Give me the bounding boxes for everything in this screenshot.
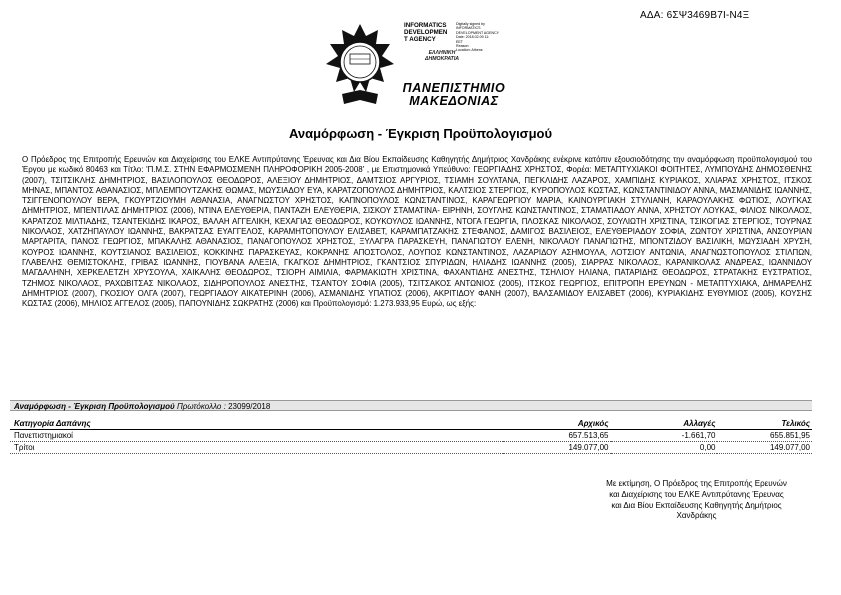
budget-table [10, 418, 812, 454]
protocol-title: Αναμόρφωση - Έγκριση Προϋπολογισμού [14, 402, 175, 411]
signature-line: και Διαχείρισης του ΕΛΚΕ Αντιπρύτανης Έρευνας [609, 489, 784, 499]
cell-changes: 0,00 [611, 442, 718, 454]
signature-block [584, 479, 809, 522]
signature-line: Χανδράκης [676, 511, 717, 521]
logo-informatics-text: INFORMATICS DEVELOPMEN T AGENCY [404, 22, 448, 43]
cell-category: Πανεπιστημιακοί [10, 430, 503, 442]
ada-code: ΑΔΑ: 6ΣΨ3469Β7Ι-Ν4Ξ [640, 10, 750, 21]
logo-greek-democracy: ΕΛΛΗΝΙΚΗ ΔΗΜΟΚΡΑΤΙΑ [424, 50, 460, 62]
protocol-number: 23099/2018 [228, 402, 271, 411]
cell-final: 149.077,00 [717, 442, 812, 454]
cell-category: Τρίτοι [10, 442, 503, 454]
signature-line: Με εκτίμηση, Ο Πρόεδρος της Επιτροπής Ερευνών [606, 479, 787, 488]
cell-initial: 149.077,00 [503, 442, 610, 454]
document-title: Αναμόρφωση - Έγκριση Προϋπολογισμού [288, 126, 553, 141]
header-category: Κατηγορία Δαπάνης [14, 419, 91, 428]
header-final: Τελικός [781, 419, 810, 428]
digital-signature-text: Digitally signed by INFORMATICS DEVELOPMENT AGENCY Date: 2018.02.09 11: EET Reason: Location: Athens [456, 22, 500, 53]
protocol-bar [10, 400, 812, 411]
protocol-label: Πρωτόκολλο : [176, 402, 226, 411]
cell-final: 655.851,95 [717, 430, 812, 442]
table-row [10, 442, 812, 454]
cell-initial: 657.513,65 [503, 430, 610, 442]
university-name: ΠΑΝΕΠΙΣΤΗΜΙΟ ΜΑΚΕΔΟΝΙΑΣ [402, 81, 506, 108]
university-logo [318, 20, 528, 120]
table-header-row [10, 418, 812, 430]
header-initial: Αρχικός [577, 419, 609, 428]
cell-changes: -1.661,70 [611, 430, 718, 442]
decision-body-text: Ο Πρόεδρος της Επιτροπής Ερευνών και Διαχείρισης του ΕΛΚΕ Αντιπρύτανης Έρευνας και Δια Βίου Εκπαίδευσης Καθηγητής Δημήτριος Χανδράκης ενέκρινε κατόπιν εξουσιοδότησης την αναμόρφωση προϋπολογισμού του Έργου με κωδικό 80463 και Τίτλο: 'Π.Μ.Σ. ΣΤΗΝ ΕΦΑΡΜΟΣΜΕΝΗ ΠΛΗΡΟΦΟΡΙΚΗ 2005-2008' , με Επιστημονικά Υπεύθυνο: ΓΕΩΡΓΙΑΔΗΣ ΧΡΗΣΤΟΣ, Φορέα: ΜΕΤΑΠΤΥΧΙΑΚΟΙ ΦΟΙΤΗΤΕΣ, ΛΥΜΠΟΥΔΗΣ ΔΗΜΟΣΘΕΝΗΣ (2007), ΤΣΙΤΣΙΚΛΗΣ ΔΗΜΗΤΡΙΟΣ, ΒΑΣΙΛΟΠΟΥΛΟΣ ΘΕΟΔΩΡΟΣ, ΑΛΕΞΙΟΥ ΔΗΜΗΤΡΙΟΣ, ΔΑΜΤΣΙΟΣ ΑΡΓΥΡΙΟΣ, ΤΣΙΑΜΗ ΣΟΥΛΤΑΝΑ, ΠΕΓΚΛΙΔΗΣ ΛΑΖΑΡΟΣ, ΧΑΜΠΙΔΗΣ ΚΥΡΙΑΚΟΣ, ΧΛΙΑΡΑΣ ΧΡΗΣΤΟΣ, ΙΤΣΚΟΣ ΜΗΝΑΣ, ΜΠΑΝΤΟΣ ΑΘΑΝΑΣΙΟΣ, ΜΠΛΕΜΠΟΥΤΖΑΚΗΣ ΘΩΜΑΣ, ΜΩΥΣΙΑΔΟΥ ΕΥΑ, ΚΑΡΑΤΖΟΠΟΥΛΟΣ ΔΗΜΗΤΡΙΟΣ, ΚΑΛΤΣΙΟΣ ΣΤΕΡΓΙΟΣ, ΚΥΡΟΠΟΥΛΟΣ ΚΩΣΤΑΣ, ΚΩΝΣΤΑΝΤΙΝΙΔΟΥ ΑΝΝΑ, ΜΑΣΜΑΝΙΔΗΣ ΙΩΑΝΝΗΣ, ΤΣΙΓΓΕΝΟΠΟΥΛΟΥ ΒΕΡΑ, ΓΚΟΥΡΤΖΙΟΥΜΗ ΑΘΑΝΑΣΙΑ, ΑΝΑΓΝΩΣΤΟΥ ΧΡΗΣΤΟΣ, ΚΑΠΝΟΠΟΥΛΟΣ ΚΩΝΣΤΑΝΤΙΝΟΣ, ΚΑΡΑΓΕΩΡΓΙΟΥ ΜΑΡΙΑ, ΚΑΙΝΟΥΡΓΙΑΚΗ ΣΤΥΛΙΑΝΗ, ΚΑΡΑΟΥΛΑΚΗΣ ΦΩΤΙΟΣ, ΛΟΥΓΚΑΣ ΔΗΜΗΤΡΙΟΣ, ΜΠΕΝΤΙΛΑΣ ΔΗΜΗΤΡΙΟΣ (2006), ΝΤΙΝΑ ΕΛΕΥΘΕΡΙΑ, ΠΑΝΤΑΖΗ ΕΛΕΥΘΕΡΙΑ, ΣΙΣΚΟΥ ΣΤΑΜΑΤΙΝΑ- ΕΙΡΗΝΗ, ΣΟΥΓΛΗΣ ΚΩΝΣΤΑΝΤΙΝΟΣ, ΣΤΑΜΑΤΙΑΔΟΥ ΑΝΝΑ, ΧΡΗΣΤΟΥ ΛΟΥΚΑΣ, ΦΙΛΙΟΣ ΝΙΚΟΛΑΟΣ, ΚΑΡΑΤΖΟΣ ΜΙΛΤΙΑΔΗΣ, ΤΣΑΝΤΕΚΙΔΗΣ ΙΚΑΡΟΣ, ΒΑΛΑΗ ΑΓΓΕΛΙΚΗ, ΚΕΧΑΓΙΑΣ ΘΕΟΔΩΡΟΣ, ΚΟΥΚΟΥΛΟΣ ΙΩΑΝΝΗΣ, ΝΤΟΓΑ ΓΕΩΡΓΙΑ, ΠΛΟΣΚΑΣ ΝΙΚΟΛΑΟΣ, ΣΟΥΛΙΩΤΗ ΧΡΙΣΤΙΝΑ, ΤΣΙΚΟΓΙΑΣ ΣΤΕΡΓΙΟΣ, ΤΟΥΡΝΑΣ ΝΙΚΟΛΑΟΣ, ΧΑΤΖΗΠΑΥΛΟΥ ΙΩΑΝΝΗΣ, ΒΑΚΡΑΤΣΑΣ ΕΥΑΓΓΕΛΟΣ, ΚΑΡΑΜΗΤΟΠΟΥΛΟΥ ΕΛΙΣΑΒΕΤ, ΚΑΡΑΜΠΑΤΖΑΚΗΣ ΣΤΕΦΑΝΟΣ, ΔΑΜΙΓΟΣ ΒΑΣΙΛΕΙΟΣ, ΕΛΕΥΘΕΡΙΑΔΟΥ ΣΟΦΙΑ, ΖΩΝΤΟΥ ΧΡΙΣΤΙΝΑ, ΑΝΣΟΥΡΙΑΝ ΜΑΡΓΑΡΙΤΑ, ΠΑΝΟΣ ΓΕΩΡΓΙΟΣ, ΜΠΑΚΑΛΗΣ ΑΘΑΝΑΣΙΟΣ, ΠΑΝΑΓΟΠΟΥΛΟΣ ΧΡΗΣΤΟΣ, ΞΥΛΑΓΡΑ ΠΑΡΑΣΚΕΥΗ, ΠΑΝΑΓΙΩΤΟΥ ΕΛΕΝΗ, ΝΙΚΟΛΑΟΥ ΠΑΝΑΓΙΩΤΗΣ, ΜΠΟΝΤΖΙΔΟΥ ΒΑΣΙΛΙΚΗ, ΜΩΥΣΙΑΔΗ ΧΡΥΣΗ, ΚΟΥΡΟΣ ΙΩΑΝΝΗΣ, ΚΟΥΤΣΙΑΝΟΣ ΒΑΣΙΛΕΙΟΣ, ΚΟΚΚΙΝΗΣ ΠΑΡΑΣΚΕΥΑΣ, ΚΟΚΡΑΝΗΣ ΑΠΟΣΤΟΛΟΣ, ΛΟΥΠΟΣ ΚΩΝΣΤΑΝΤΙΝΟΣ, ΛΑΖΑΡΙΔΟΥ ΑΣΗΜΟΥΛΑ, ΛΟΤΣΙΟΥ ΑΝΤΩΝΙΑ, ΑΝΑΓΝΩΣΤΟΠΟΥΛΟΣ ΣΤΙΛΠΩΝ, ΓΛΑΒΕΛΗΣ ΘΕΜΙΣΤΟΚΛΗΣ, ΓΡΙΒΑΣ ΙΩΑΝΝΗΣ, ΓΙΟΥΒΑΝΑ ΑΛΕΞΙΑ, ΓΚΑΓΚΟΣ ΔΗΜΗΤΡΙΟΣ, ΓΚΑΝΤΣΙΟΣ ΣΠΥΡΙΔΩΝ, ΗΛΙΑΔΗΣ ΙΩΑΝΝΗΣ (2005), ΣΙΑΡΡΑΣ ΝΙΚΟΛΑΟΣ, ΚΑΡΑΝΙΚΟΛΑΣ ΑΝΔΡΕΑΣ, ΙΩΑΝΝΙΔΟΥ ΜΑΓΔΑΛΗΝΗ, ΧΕΡΚΕΛΕΤΖΗ ΧΡΥΣΟΥΛΑ, ΧΑΙΚΑΛΗΣ ΘΕΟΔΩΡΟΣ, ΤΣΙΟΡΗ ΑΙΜΙΛΙΑ, ΦΑΡΜΑΚΙΩΤΗ ΧΡΙΣΤΙΝΑ, ΦΑΧΑΝΤΙΔΗΣ ΑΝΕΣΤΗΣ, ΤΣΗΛΙΟΥ ΗΛΙΑΝΑ, ΠΑΤΑΡΙΔΗΣ ΘΕΟΔΩΡΟΣ, ΣΤΡΑΤΑΚΗΣ ΕΥΣΤΡΑΤΙΟΣ, ΤΖΗΜΟΣ ΝΙΚΟΛΑΟΣ, ΡΑΧΩΒΙΤΣΑΣ ΝΙΚΟΛΑΟΣ, ΣΙΔΗΡΟΠΟΥΛΟΣ ΑΝΕΣΤΗΣ, ΤΣΑΝΤΟΥ ΣΟΦΙΑ (2005), ΤΣΙΤΣΑΚΟΣ ΑΝΤΩΝΙΟΣ (2005), ΙΤΣΚΟΣ ΓΕΩΡΓΙΟΣ, ΕΠΙΤΡΟΠΗ ΕΡΕΥΝΩΝ - ΜΕΤΑΠΤΥΧΙΑΚΑ, ΔΗΜΑΡΕΛΗΣ ΔΗΜΗΤΡΙΟΣ (2007), ΓΚΟΣΙΟΥ ΟΛΓΑ (2007), ΓΕΩΡΓΙΑΔΟΥ ΑΙΚΑΤΕΡΙΝΗ (2006), ΑΣΜΑΝΙΔΗΣ ΥΠΑΤΙΟΣ (2006), ΑΚΡΙΤΙΔΟΥ ΦΑΝΗ (2007), ΒΑΛΣΑΜΙΔΟΥ ΕΛΙΣΑΒΕΤ (2006), ΚΥΡΙΑΚΙΔΗΣ ΕΥΘΥΜΙΟΣ (2005), ΚΟΥΣΗΣ ΚΩΣΤΑΣ (2006), ΜΗΛΙΟΣ ΑΓΓΕΛΟΣ (2005), ΠΑΠΟΥΝΙΔΗΣ ΣΩΚΡΑΤΗΣ (2006) και Προϋπολογισμό: 1.273.933,95 Ευρώ, ως εξής: [22, 155, 812, 309]
table-row [10, 430, 812, 442]
header-changes: Αλλαγές [683, 419, 716, 428]
signature-line: και Δια Βίου Εκπαίδευσης Καθηγητής Δημήτριος [611, 500, 782, 510]
